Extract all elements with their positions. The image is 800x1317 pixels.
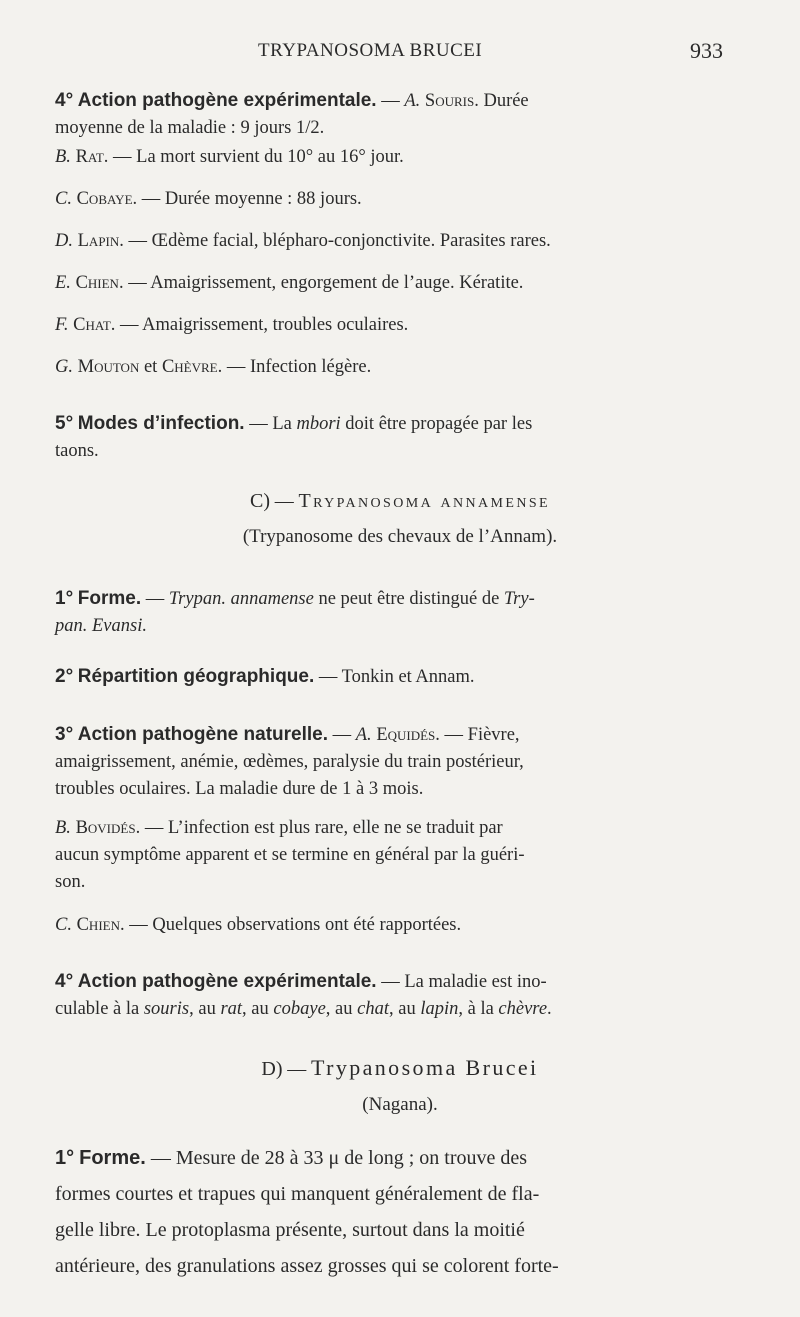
paragraph-forme-annamense: 1° Forme. — Trypan. annamense ne peut être distingué de Try- pan. Evansi. (55, 588, 535, 636)
page-number: 933 (690, 38, 723, 63)
paragraph-action-experimentale: 4° Action pathogène expérimentale. — A. Souris. Durée moyenne de la maladie : 9 jours 1/2. (55, 90, 529, 138)
section-subtitle-d: (Nagana). (362, 1094, 438, 1115)
animal-line-lapin: D. Lapin. — Œdème facial, blépharo-conjonctivite. Parasites rares. (55, 231, 551, 251)
animal-line-chat: F. Chat. — Amaigrissement, troubles oculaires. (55, 315, 409, 335)
section-heading-d: D) — Trypanosoma Brucei (261, 1055, 539, 1080)
animal-line-mouton-chevre: G. Mouton et Chèvre. — Infection légère. (55, 357, 372, 377)
running-header-title: TRYPANOSOMA BRUCEI (258, 40, 483, 61)
paragraph-action-naturelle: 3° Action pathogène naturelle. — A. Equidés. — Fièvre, amaigrissement, anémie, œdèmes, paralysie du train postérieur, troubles oculaires. La maladie dure de 1 à 3 mois. (55, 724, 524, 799)
paragraph-bovides: B. Bovidés. — L’infection est plus rare, elle ne se traduit par aucun symptôme apparent et se termine en général par la guéri- son. (55, 818, 525, 892)
section-subtitle-c: (Trypanosome des chevaux de l’Annam). (242, 526, 558, 547)
section-heading-c: C) — Trypanosoma annamense (250, 490, 550, 512)
paragraph-chien: C. Chien. — Quelques observations ont été rapportées. (55, 915, 462, 935)
animal-line-rat: B. Rat. — La mort survient du 10° au 16° jour. (55, 147, 404, 167)
animal-line-chien: E. Chien. — Amaigrissement, engorgement de l’auge. Kératite. (55, 273, 524, 293)
paragraph-repartition: 2° Répartition géographique. — Tonkin et Annam. (55, 666, 475, 687)
paragraph-modes-infection: 5° Modes d’infection. — La mbori doit être propagée par les taons. (55, 413, 533, 461)
animal-line-cobaye: C. Cobaye. — Durée moyenne : 88 jours. (55, 189, 362, 209)
paragraph-action-experimentale-2: 4° Action pathogène expérimentale. — La maladie est ino- culable à la souris, au rat, au cobaye, au chat, au lapin, à la chèvre. (55, 971, 552, 1019)
paragraph-forme-brucei: 1° Forme. — Mesure de 28 à 33 μ de long ; on trouve des formes courtes et trapues qui manquent généralement de fla- gelle libre. Le protoplasma présente, surtout dans la moitié antérieure, des granulations assez grosses qui se colorent forte- (55, 1147, 559, 1277)
